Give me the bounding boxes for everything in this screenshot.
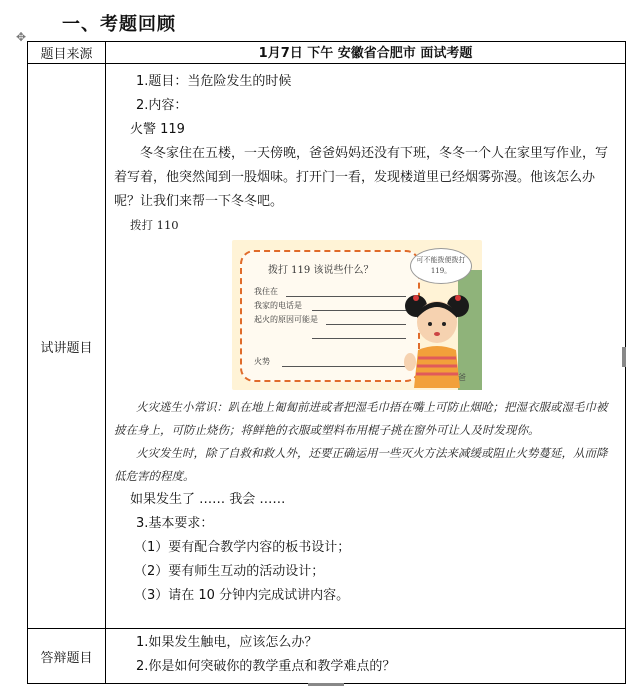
- call-script-box: [240, 250, 420, 382]
- figure-line-phone: 我家的电话是: [254, 301, 302, 310]
- figure-line-fire: 火势: [254, 357, 270, 366]
- defense-question-2: 2.你是如何突破你的教学重点和教学难点的？: [136, 659, 396, 674]
- defense-question-1: 1.如果发生触电，应该怎么办？: [136, 635, 318, 650]
- trial-story-paragraph: 冬冬家住在五楼，一天傍晚，爸爸妈妈还没有下班，冬冬一个人在家里写作业，写着写着，他突然闻到一股烟味。打开门一看，发现楼道里已经烟雾弥漫。他该怎么办呢？让我们来帮一下冬冬吧。: [114, 146, 609, 209]
- fire-safety-tip: 火灾逃生小常识：趴在地上匍匐前进或者把湿毛巾捂在嘴上可防止烟呛；把湿衣服或湿毛巾被披在身上，可防止烧伤；将鲜艳的衣服或塑料布用棍子挑在窗外可让人及时发现你。: [114, 400, 608, 437]
- trial-item-title: 1.题目：当危险发生的时候: [136, 74, 292, 89]
- figure-title: 拨打 119 该说些什么？: [268, 265, 374, 276]
- trial-row: [28, 64, 626, 629]
- figure-line-cause: 起火的原因可能是: [254, 315, 318, 324]
- requirement-3: （3）请在 10 分钟内完成试讲内容。: [134, 588, 350, 603]
- fire-spread-tip: 火灾发生时，除了自救和救人外，还要正确运用一些灭火方法来减缓或阻止火势蔓延，从而降低危害的程度。: [114, 446, 608, 483]
- requirement-2: （2）要有师生互动的活动设计；: [134, 564, 325, 579]
- defense-label-cell: 答辩题目: [28, 629, 106, 684]
- table-move-handle-icon[interactable]: ✥: [15, 30, 27, 44]
- table-header-row: [28, 42, 626, 64]
- requirements-heading: 3.基本要求：: [136, 516, 214, 531]
- requirement-1: （1）要有配合教学内容的板书设计；: [134, 540, 351, 555]
- fire-call-illustration: [232, 240, 482, 390]
- figure-corner-text: 爸: [458, 373, 466, 382]
- defense-content-cell: [106, 629, 626, 684]
- trial-item-content: 2.内容：: [136, 98, 188, 113]
- trial-content-cell: [106, 64, 626, 629]
- section-heading: 一、考题回顾: [62, 14, 176, 35]
- source-value-cell: 1月7日 下午 安徽省合肥市 面试考题: [106, 42, 626, 64]
- dial-caption: 拨打 110: [130, 218, 179, 232]
- figure-line-address: 我住在: [254, 287, 278, 296]
- trial-subtitle: 火警 119: [130, 122, 185, 137]
- source-label-cell: 题目来源: [28, 42, 106, 64]
- speech-bubble: 可不能拨便拨打 119。: [410, 248, 472, 284]
- exam-table: [27, 41, 626, 684]
- if-happens-line: 如果发生了 …… 我会 ……: [130, 492, 286, 507]
- trial-label-cell: 试讲题目: [28, 64, 106, 629]
- defense-row: [28, 629, 626, 684]
- vertical-scroll-marker[interactable]: [622, 347, 626, 367]
